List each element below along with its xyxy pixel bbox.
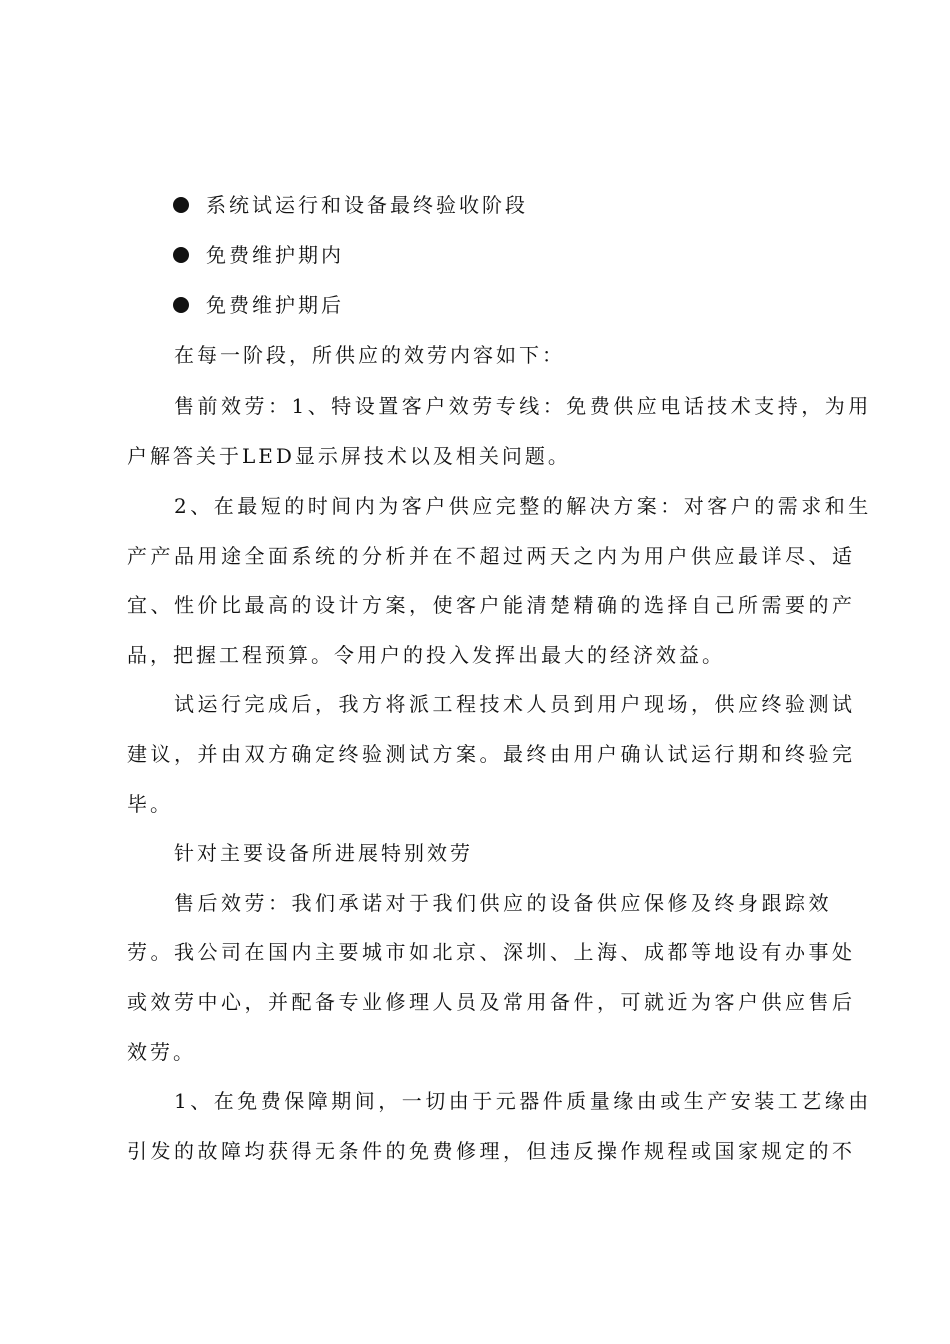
paragraph-line: 2、在最短的时间内为客户供应完整的解决方案：对客户的需求和生 xyxy=(174,494,872,518)
paragraph-line: 售后效劳：我们承诺对于我们供应的设备供应保修及终身跟踪效 xyxy=(174,891,832,915)
paragraph-line: 宜、性价比最高的设计方案，使客户能清楚精确的选择自己所需要的产 xyxy=(127,593,856,617)
paragraph-line: 品，把握工程预算。令用户的投入发挥出最大的经济效益。 xyxy=(127,643,725,667)
paragraph-line: 或效劳中心，并配备专业修理人员及常用备件，可就近为客户供应售后 xyxy=(127,990,856,1014)
paragraph-line: 户解答关于LED显示屏技术以及相关问题。 xyxy=(127,444,571,468)
paragraph-line: 在每一阶段，所供应的效劳内容如下： xyxy=(174,343,565,367)
bullet-item: 免费维护期内 xyxy=(206,243,344,267)
paragraph-line: 劳。我公司在国内主要城市如北京、深圳、上海、成都等地设有办事处 xyxy=(127,940,856,964)
paragraph-line: 售前效劳：1、特设置客户效劳专线：免费供应电话技术支持，为用 xyxy=(174,394,872,418)
paragraph-line: 效劳。 xyxy=(127,1040,196,1064)
bullet-dot-icon xyxy=(173,247,189,263)
paragraph-line: 产产品用途全面系统的分析并在不超过两天之内为用户供应最详尽、适 xyxy=(127,544,856,568)
bullet-dot-icon xyxy=(173,297,189,313)
paragraph-line: 1、在免费保障期间，一切由于元器件质量缘由或生产安装工艺缘由 xyxy=(174,1089,872,1113)
paragraph-line: 毕。 xyxy=(127,792,173,816)
bullet-item: 系统试运行和设备最终验收阶段 xyxy=(206,193,528,217)
paragraph-line: 针对主要设备所进展特别效劳 xyxy=(174,841,473,865)
bullet-item: 免费维护期后 xyxy=(206,293,344,317)
bullet-dot-icon xyxy=(173,197,189,213)
paragraph-line: 引发的故障均获得无条件的免费修理，但违反操作规程或国家规定的不 xyxy=(127,1139,856,1163)
paragraph-line: 建议，并由双方确定终验测试方案。最终由用户确认试运行期和终验完 xyxy=(127,742,856,766)
paragraph-line: 试运行完成后，我方将派工程技术人员到用户现场，供应终验测试 xyxy=(174,692,856,716)
